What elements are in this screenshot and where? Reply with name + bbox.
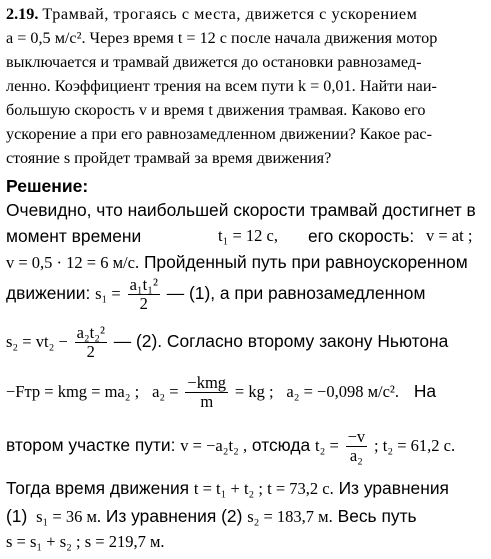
problem-line-5: большую скорость v и время t движения трамвая. Каково его: [6, 101, 426, 119]
sl7-text-c: отсюда: [251, 435, 311, 456]
sl4-fraction: [128, 276, 160, 313]
sl6-text-on: На: [413, 381, 437, 402]
problem-line-6: ускорение a при его равнозамедленном движении? Какое рас-: [6, 125, 432, 143]
sl6-fraction: [185, 374, 228, 411]
sl4-text-a: движении:: [6, 283, 91, 304]
sl5-denominator: 2: [86, 342, 95, 361]
sl7-denominator: a₂: [349, 446, 363, 465]
sl9-text-a: (1): [6, 506, 28, 526]
sl7-formula-v: v = −a₂t₂ ,: [180, 436, 248, 456]
sl4-text-c: — (1), а при равнозамедленном: [166, 283, 426, 304]
sl5-formula-s2: s₂ = vt₂ −: [6, 332, 68, 352]
solution-heading: Решение:: [6, 176, 89, 196]
sl8-text-a: Тогда время движения: [6, 478, 190, 498]
solution-line-3: [6, 252, 468, 273]
solution-line-6: [6, 374, 436, 411]
sl6-formula-kg: = kg ;: [234, 382, 274, 402]
solution-line-8: [6, 478, 449, 499]
sl6-denominator: m: [200, 392, 214, 411]
solution-line-2: [6, 226, 486, 247]
solution-line-5: [6, 324, 448, 361]
problem-line-1: [6, 2, 417, 26]
sl8-text-c: Из уравнения: [338, 478, 449, 498]
sl4-denominator: 2: [139, 294, 148, 313]
sl4-numerator: a₁t₁²: [129, 275, 158, 294]
sl2-text-c: его скорость:: [308, 226, 415, 246]
sl8-formula: t = t₁ + t₂ ; t = 73,2 с.: [193, 479, 334, 498]
sl6-numerator: −kmg: [187, 373, 227, 392]
sl5-text: — (2). Согласно второму закону Ньютона: [113, 331, 449, 352]
sl9-text-e: Весь путь: [337, 506, 417, 526]
problem-line-7: стояние s пройдет трамвай за время движения?: [6, 149, 332, 167]
sl9-text-c: Из уравнения (2): [105, 506, 243, 526]
sl7-formula-value: ; t₂ = 61,2 с.: [374, 436, 456, 456]
sl2-formula-v: v = at ;: [426, 226, 473, 245]
sl2-text-a: момент времени: [6, 226, 142, 246]
problem-number: 2.19.: [6, 5, 39, 23]
sl6-formula-f: −Fтр = kmg = ma₂ ;: [6, 382, 140, 402]
problem-line-3: выключается и трамвай движется до остановки равнозамед-: [6, 53, 422, 71]
sl3-formula: v = 0,5 · 12 = 6 м/с.: [6, 253, 140, 272]
problem-text-1: Трамвай, трогаясь с места, движется с ускорением: [42, 5, 418, 23]
sl7-text-a: втором участке пути:: [6, 435, 176, 456]
solution-line-9: [6, 506, 417, 527]
sl5-numerator: a₂t₂²: [76, 323, 105, 342]
sl5-fraction: [75, 324, 107, 361]
sl9-formula-s2: s₂ = 183,7 м.: [247, 507, 333, 526]
solution-line-7: [6, 428, 455, 465]
sl2-formula-t1: t₁ = 12 с,: [218, 226, 278, 245]
sl4-formula-s1: s₁ =: [95, 284, 121, 304]
sl3-text: Пройденный путь при равноускоренном: [143, 252, 468, 272]
solution-line-4: [6, 276, 425, 313]
sl7-formula-t2: t₂ =: [315, 436, 339, 456]
problem-line-2: a = 0,5 м/с². Через время t = 12 с после начала движения мотор: [6, 29, 438, 47]
sl7-fraction: [346, 428, 368, 465]
sl7-numerator: −v: [347, 427, 366, 446]
sl6-formula-value: a₂ = −0,098 м/с².: [286, 382, 399, 402]
sl6-formula-a2: a₂ =: [152, 382, 179, 402]
problem-line-4: ленно. Коэффициент трения на всем пути k = 0,01. Найти наи-: [6, 77, 437, 95]
sl9-formula-s1: s₁ = 36 м.: [36, 507, 102, 526]
solution-line-10: s = s₁ + s₂ ; s = 219,7 м.: [6, 532, 165, 551]
solution-line-1: Очевидно, что наибольшей скорости трамвай достигнет в: [6, 200, 476, 220]
